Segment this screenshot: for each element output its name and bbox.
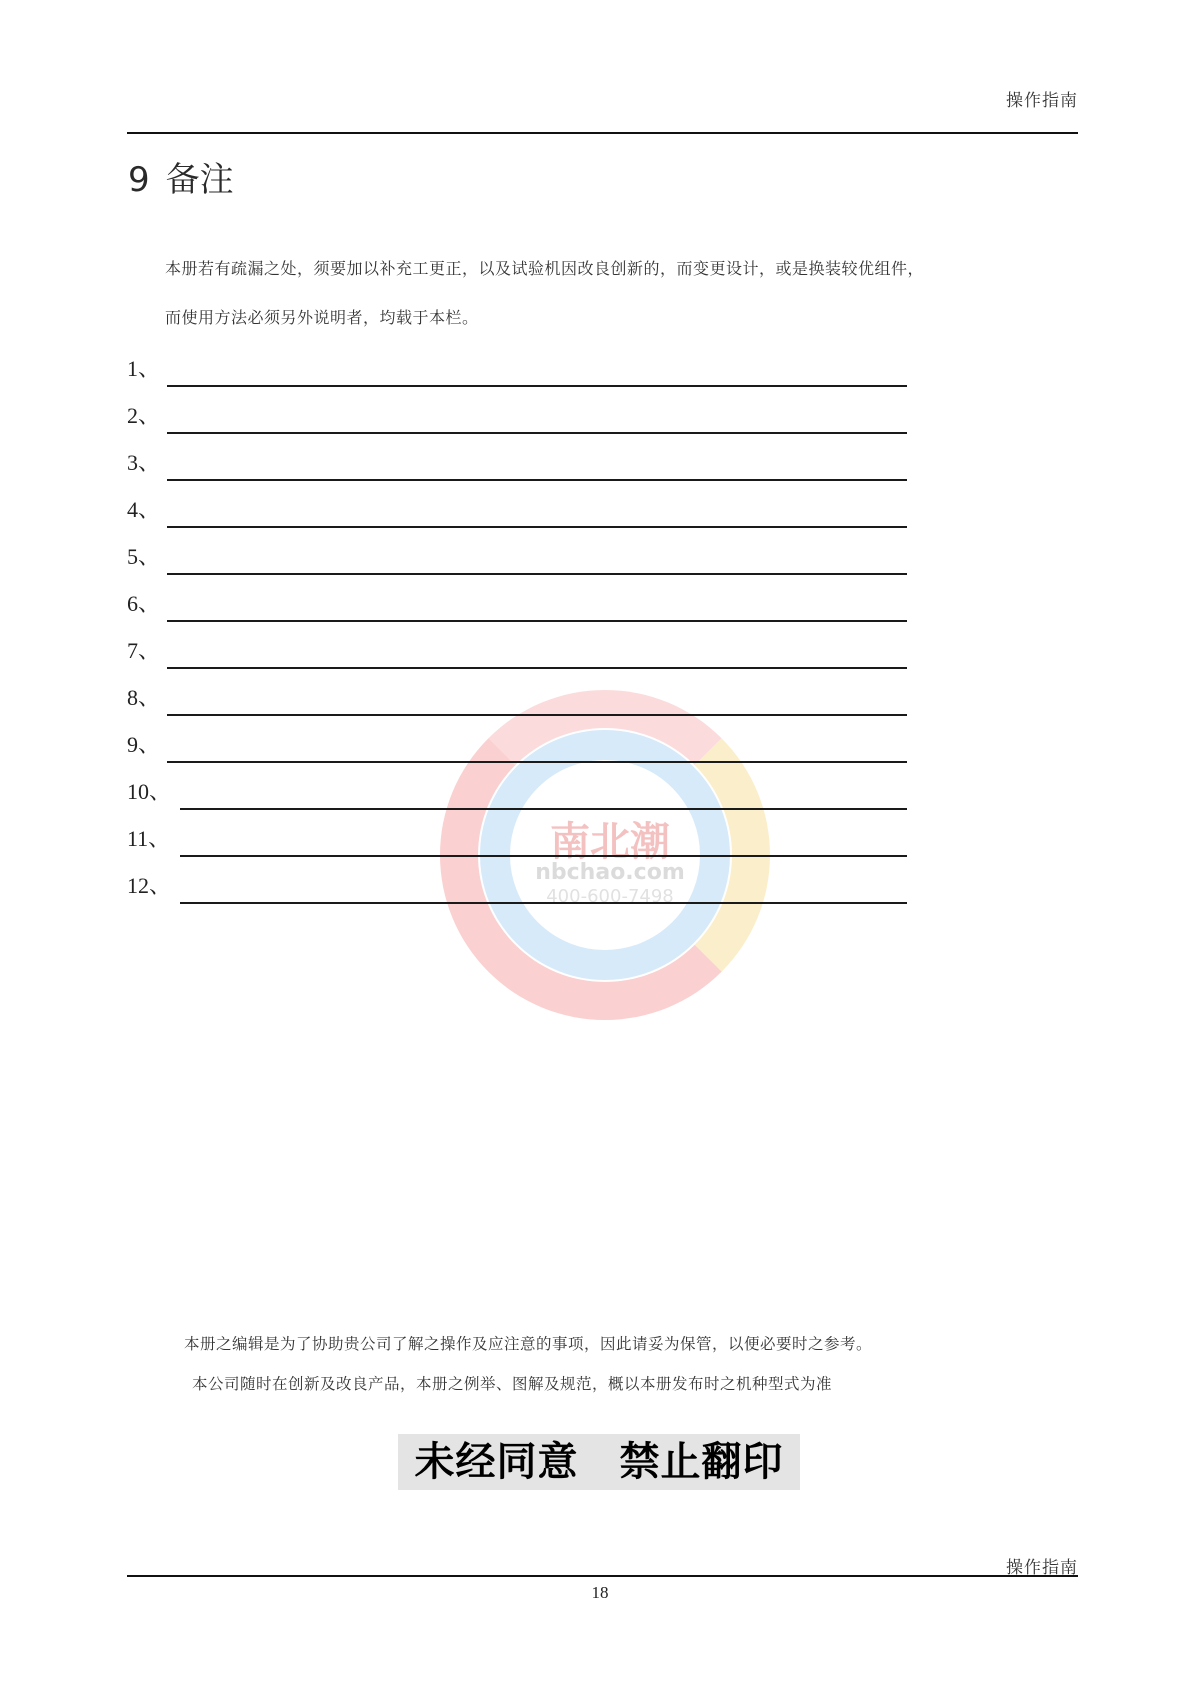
blank-line-row [127,387,907,434]
blank-line-index: 6、 [127,591,161,616]
watermark-brand: 南北潮 [550,819,670,865]
blank-line-index: 7、 [127,638,161,663]
notes-blank-list [127,340,907,904]
blank-line-index: 8、 [127,685,161,710]
footer-note-2: 本公司随时在创新及改良产品，本册之例举、图解及规范，概以本册发布时之机种型式为准 [192,1375,833,1393]
page-number: 18 [591,1583,609,1602]
blank-line-row [127,716,907,763]
blank-line-index: 11、 [127,826,171,851]
blank-line-row [127,528,907,575]
blank-line-row [127,669,907,716]
blank-line-index: 3、 [127,450,161,475]
blank-line-row [127,340,907,387]
blank-line-index: 10、 [127,779,172,804]
footer-note-1: 本册之编辑是为了协助贵公司了解之操作及应注意的事项，因此请妥为保管，以便必要时之参考。 [184,1335,873,1353]
header-rule [127,132,1078,134]
blank-line-index: 12、 [127,873,172,898]
intro-paragraph-line-2: 而使用方法必须另外说明者，均载于本栏。 [165,308,479,327]
section-number: 9 [128,160,150,200]
footer-rule [127,1575,1078,1577]
intro-paragraph-line-1: 本册若有疏漏之处，须要加以补充工更正，以及试验机因改良创新的，而变更设计，或是换装较优组件， [165,259,925,278]
blank-line-index: 1、 [127,356,161,381]
blank-line-index: 2、 [127,403,161,428]
no-reprint-stamp: 未经同意 禁止翻印 [398,1434,800,1490]
running-footer-title: 操作指南 [1006,1558,1078,1578]
blank-line-row [127,481,907,528]
blank-line-row [127,622,907,669]
section-title [128,152,234,201]
blank-line-row [127,434,907,481]
blank-line-index: 9、 [127,732,161,757]
running-header-title: 操作指南 [1006,91,1078,111]
watermark-phone: 400-600-7498 [546,886,674,907]
watermark-site: nbchao.com [535,860,685,885]
blank-line-row [127,575,907,622]
blank-line-row [127,763,907,810]
blank-line-index: 5、 [127,544,161,569]
blank-line-row [127,810,907,857]
blank-line-index: 4、 [127,497,161,522]
section-title-text: 备注 [165,160,234,200]
blank-fill-line [180,902,907,904]
blank-line-row [127,857,907,904]
